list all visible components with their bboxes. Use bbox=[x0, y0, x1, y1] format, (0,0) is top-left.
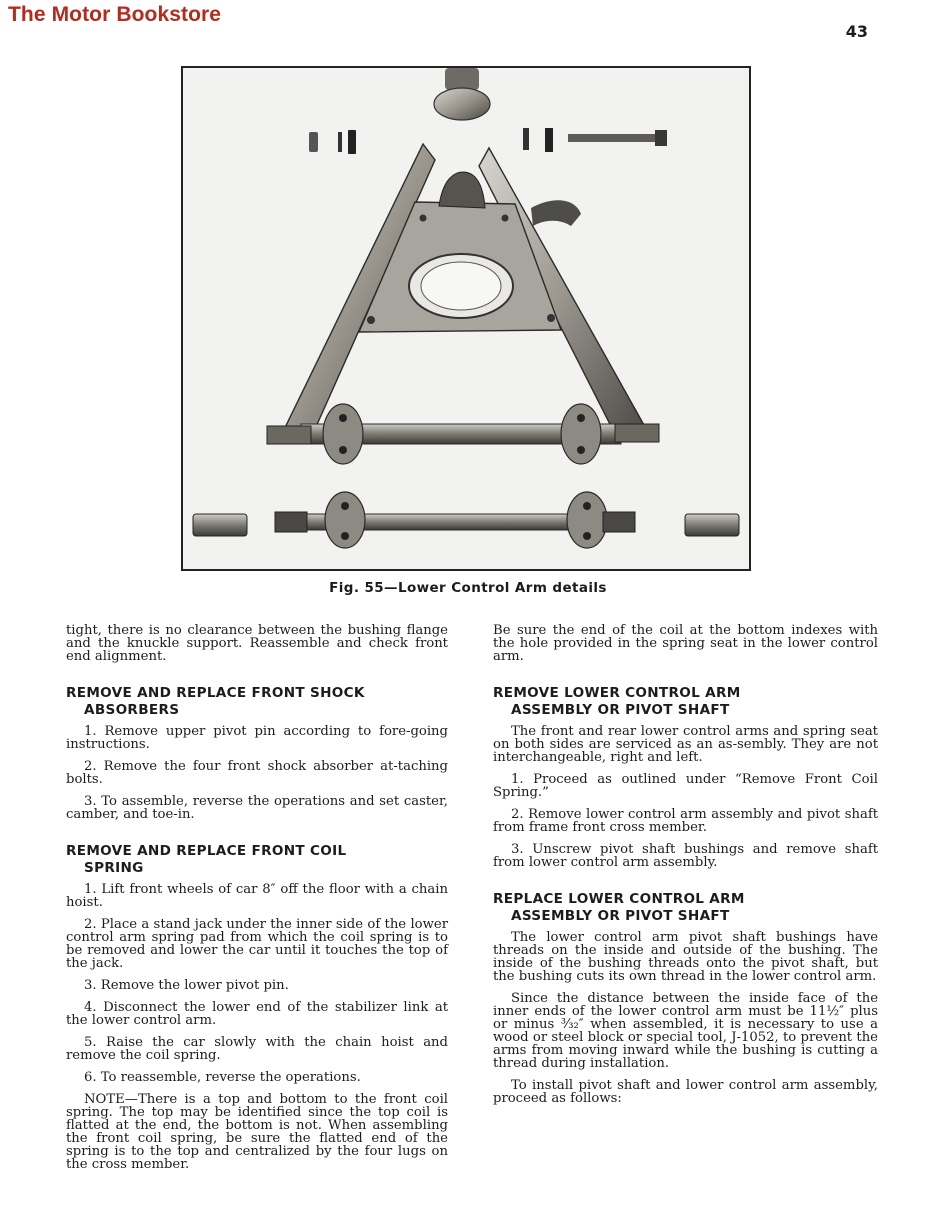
left-intro-paragraph: tight, there is no clearance between the bushing flange and the knuckle support. Reassemble and check front end alignment. bbox=[66, 623, 448, 664]
figure-caption: Fig. 55—Lower Control Arm details bbox=[329, 580, 607, 596]
body-paragraph: Since the distance between the inside face of the inner ends of the lower control arm must be 11½″ plus or minus ³⁄₃₂″ when assembled, it is necessary to use a wood or steel block or special tool, J-1052, to prevent the arms from moving inward while the bushing is cutting a thread during installation. bbox=[493, 991, 878, 1071]
body-paragraph: The front and rear lower control arms and spring seat on both sides are serviced as an as-sembly. They are not interchangeable, right and left. bbox=[493, 724, 878, 765]
body-paragraph: The lower control arm pivot shaft bushings have threads on the inside and outside of the bushing. The inside of the bushing threads onto the pivot shaft, but the bushing cuts its own thread in the lower control arm. bbox=[493, 930, 878, 984]
right-column bbox=[493, 624, 878, 1114]
coil-spring-heading bbox=[66, 843, 448, 877]
replace-lower-arm-heading bbox=[493, 891, 878, 925]
left-column bbox=[66, 624, 448, 1180]
figure-photo bbox=[181, 66, 751, 571]
page-number: 43 bbox=[845, 22, 868, 41]
step-paragraph: 2. Remove the four front shock absorber at-taching bolts. bbox=[66, 759, 448, 787]
lower-control-arm-illustration bbox=[183, 68, 749, 569]
step-paragraph: 2. Place a stand jack under the inner side of the lower control arm spring pad from which the coil spring is to be removed and lower the car until it touches the top of the jack. bbox=[66, 917, 448, 971]
step-paragraph: 3. Unscrew pivot shaft bushings and remove shaft from lower control arm assembly. bbox=[493, 842, 878, 870]
heading-line: SPRING bbox=[84, 860, 144, 876]
step-paragraph: 3. To assemble, reverse the operations and set caster, camber, and toe-in. bbox=[66, 794, 448, 822]
heading-line: REMOVE AND REPLACE FRONT SHOCK bbox=[66, 685, 365, 701]
heading-line: ABSORBERS bbox=[84, 702, 180, 718]
heading-line: REMOVE LOWER CONTROL ARM bbox=[493, 685, 741, 701]
step-paragraph: 2. Remove lower control arm assembly and pivot shaft from frame front cross member. bbox=[493, 807, 878, 835]
step-paragraph: 4. Disconnect the lower end of the stabilizer link at the lower control arm. bbox=[66, 1000, 448, 1028]
right-intro-paragraph: Be sure the end of the coil at the bottom indexes with the hole provided in the spring seat in the lower control arm. bbox=[493, 623, 878, 664]
shock-absorber-heading bbox=[66, 685, 448, 719]
heading-line: ASSEMBLY OR PIVOT SHAFT bbox=[511, 702, 730, 718]
step-paragraph: 1. Lift front wheels of car 8″ off the floor with a chain hoist. bbox=[66, 882, 448, 910]
body-paragraph: To install pivot shaft and lower control arm assembly, proceed as follows: bbox=[493, 1078, 878, 1106]
heading-line: ASSEMBLY OR PIVOT SHAFT bbox=[511, 908, 730, 924]
step-paragraph: 5. Raise the car slowly with the chain hoist and remove the coil spring. bbox=[66, 1035, 448, 1063]
heading-line: REMOVE AND REPLACE FRONT COIL bbox=[66, 843, 347, 859]
step-paragraph: 3. Remove the lower pivot pin. bbox=[84, 978, 289, 993]
step-paragraph: 6. To reassemble, reverse the operations. bbox=[84, 1070, 361, 1085]
note-paragraph: NOTE—There is a top and bottom to the front coil spring. The top may be identified since the top coil is flatted at the end, the bottom is not. When assembling the front coil spring, be sure the flatted end of the spring is to the top and centralized by the four lugs on the cross member. bbox=[66, 1092, 448, 1172]
heading-line: REPLACE LOWER CONTROL ARM bbox=[493, 891, 745, 907]
watermark: The Motor Bookstore bbox=[8, 3, 222, 26]
step-paragraph: 1. Proceed as outlined under “Remove Front Coil Spring.” bbox=[493, 772, 878, 800]
step-paragraph: 1. Remove upper pivot pin according to fore-going instructions. bbox=[66, 724, 448, 752]
remove-lower-arm-heading bbox=[493, 685, 878, 719]
